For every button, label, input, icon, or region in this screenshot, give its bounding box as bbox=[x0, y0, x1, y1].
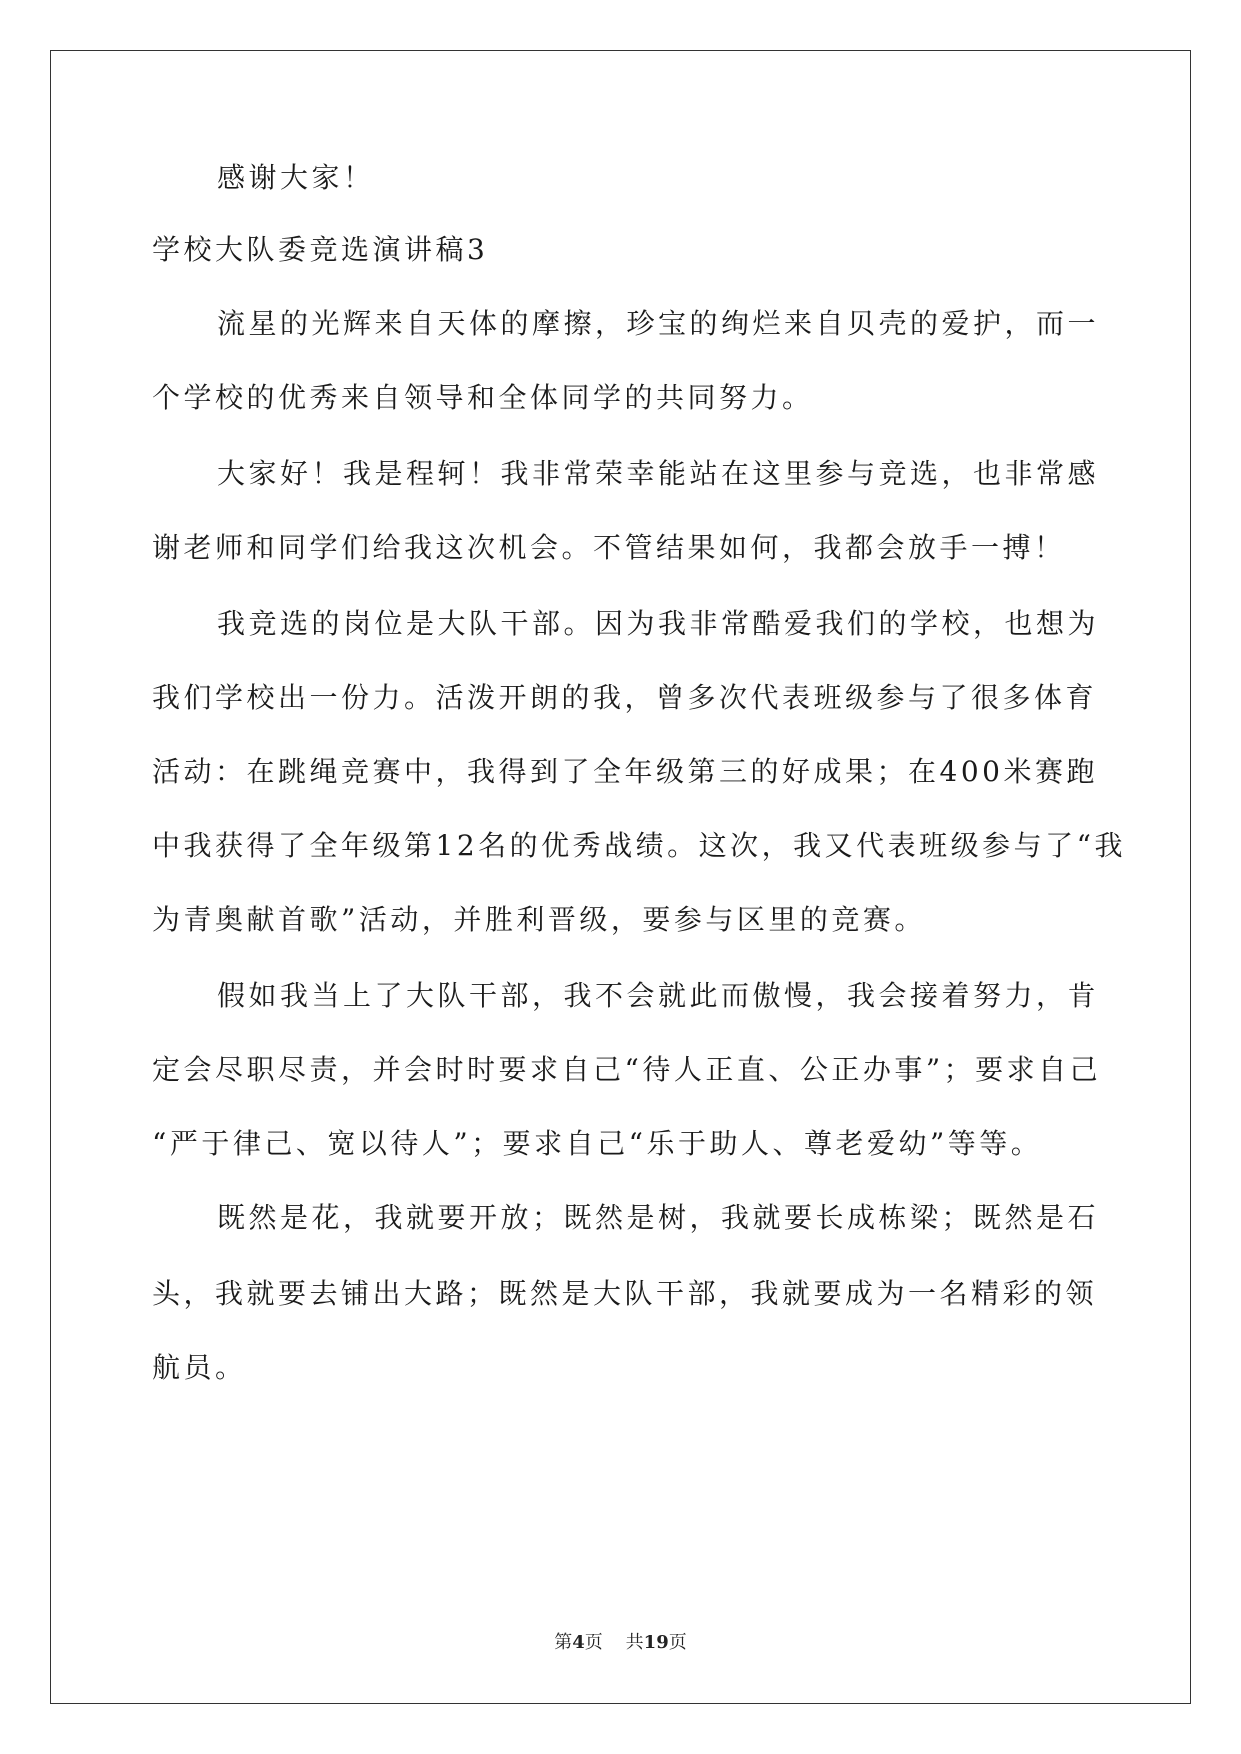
section-title: 学校大队委竞选演讲稿3 bbox=[152, 233, 489, 266]
paragraph-line: 我竞选的岗位是大队干部。因为我非常酷爱我们的学校，也想为 bbox=[217, 607, 1100, 640]
paragraph-line: 头，我就要去铺出大路；既然是大队干部，我就要成为一名精彩的领 bbox=[152, 1277, 1098, 1310]
total-pages-number: 19 bbox=[643, 1632, 669, 1653]
paragraph-line: 既然是花，我就要开放；既然是树，我就要长成栋梁；既然是石 bbox=[217, 1201, 1100, 1234]
paragraph-line: 假如我当上了大队干部，我不会就此而傲慢，我会接着努力，肯 bbox=[217, 979, 1100, 1012]
footer-total-suffix: 页 bbox=[668, 1632, 687, 1653]
paragraph-line: 定会尽职尽责，并会时时要求自己“待人正直、公正办事”；要求自己 bbox=[152, 1053, 1102, 1086]
footer-prefix: 第 bbox=[554, 1632, 573, 1653]
paragraph-line: 谢老师和同学们给我这次机会。不管结果如何，我都会放手一搏！ bbox=[152, 531, 1066, 564]
paragraph-line: 大家好！我是程轲！我非常荣幸能站在这里参与竞选，也非常感 bbox=[217, 457, 1100, 490]
page-footer bbox=[0, 1628, 1241, 1654]
paragraph-line: 流星的光辉来自天体的摩擦，珍宝的绚烂来自贝壳的爱护，而一 bbox=[217, 307, 1100, 340]
paragraph-line: 为青奥献首歌”活动，并胜利晋级，要参与区里的竞赛。 bbox=[152, 903, 926, 936]
paragraph-line: 中我获得了全年级第12名的优秀战绩。这次，我又代表班级参与了“我 bbox=[152, 829, 1126, 862]
page-frame bbox=[50, 50, 1191, 1704]
paragraph-line: 我们学校出一份力。活泼开朗的我，曾多次代表班级参与了很多体育 bbox=[152, 681, 1098, 714]
paragraph-line: 感谢大家！ bbox=[217, 161, 375, 194]
paragraph-line: “严于律己、宽以待人”；要求自己“乐于助人、尊老爱幼”等等。 bbox=[152, 1127, 1043, 1160]
paragraph-line: 活动：在跳绳竞赛中，我得到了全年级第三的好成果；在400米赛跑 bbox=[152, 755, 1098, 788]
footer-total-prefix: 共 bbox=[625, 1632, 644, 1653]
paragraph-line: 个学校的优秀来自领导和全体同学的共同努力。 bbox=[152, 381, 814, 414]
current-page-number: 4 bbox=[572, 1632, 585, 1653]
paragraph-line: 航员。 bbox=[152, 1351, 247, 1384]
footer-page-word: 页 bbox=[584, 1632, 603, 1653]
